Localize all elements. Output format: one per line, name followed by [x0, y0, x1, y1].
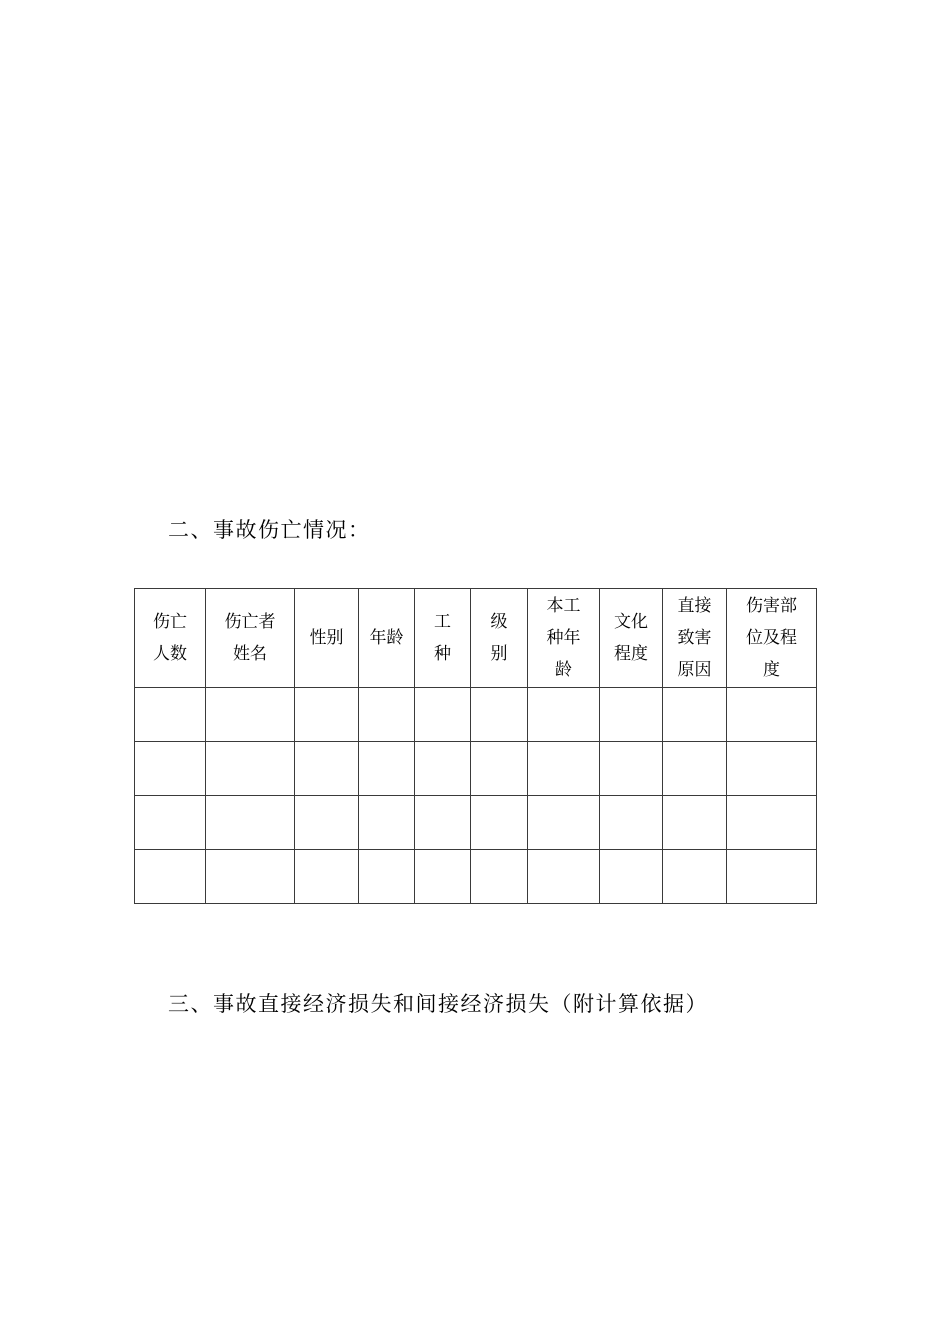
- table-cell[interactable]: [600, 850, 663, 904]
- table-cell[interactable]: [600, 688, 663, 742]
- table-cell[interactable]: [135, 688, 206, 742]
- header-cell-education: 文化 程度: [600, 589, 663, 688]
- table-cell[interactable]: [471, 742, 528, 796]
- table-cell[interactable]: [135, 742, 206, 796]
- table-cell[interactable]: [206, 742, 295, 796]
- table-cell[interactable]: [471, 850, 528, 904]
- table-cell[interactable]: [359, 688, 415, 742]
- header-cell-job-type: 工 种: [415, 589, 471, 688]
- table-cell[interactable]: [415, 742, 471, 796]
- table-cell[interactable]: [663, 850, 727, 904]
- casualty-table: [134, 588, 817, 904]
- header-cell-grade: 级 别: [471, 589, 528, 688]
- table-cell[interactable]: [600, 796, 663, 850]
- table-row: [135, 796, 817, 850]
- table-row: [135, 688, 817, 742]
- section-heading-casualties: 二、事故伤亡情况：: [168, 518, 371, 542]
- header-cell-casualty-count: 伤亡 人数: [135, 589, 206, 688]
- table-cell[interactable]: [415, 688, 471, 742]
- table-cell[interactable]: [206, 796, 295, 850]
- table-cell[interactable]: [295, 688, 359, 742]
- table-cell[interactable]: [295, 850, 359, 904]
- table-cell[interactable]: [528, 796, 600, 850]
- table-cell[interactable]: [528, 850, 600, 904]
- table-cell[interactable]: [206, 688, 295, 742]
- table-cell[interactable]: [135, 850, 206, 904]
- table-cell[interactable]: [663, 796, 727, 850]
- table-cell[interactable]: [295, 796, 359, 850]
- table-cell[interactable]: [359, 796, 415, 850]
- header-cell-age: 年龄: [359, 589, 415, 688]
- table-cell[interactable]: [415, 850, 471, 904]
- table-cell[interactable]: [295, 742, 359, 796]
- table-cell[interactable]: [727, 688, 817, 742]
- table-cell[interactable]: [528, 688, 600, 742]
- header-cell-injury-site-degree: 伤害部 位及程 度: [727, 589, 817, 688]
- table-cell[interactable]: [663, 688, 727, 742]
- table-cell[interactable]: [359, 850, 415, 904]
- table-cell[interactable]: [471, 688, 528, 742]
- table-header-row: [135, 589, 817, 688]
- table-cell[interactable]: [471, 796, 528, 850]
- header-cell-gender: 性别: [295, 589, 359, 688]
- table-row: [135, 850, 817, 904]
- table-cell[interactable]: [600, 742, 663, 796]
- table-row: [135, 742, 817, 796]
- section-heading-economic-loss: 三、事故直接经济损失和间接经济损失（附计算依据）: [168, 992, 708, 1016]
- table-cell[interactable]: [206, 850, 295, 904]
- header-cell-job-years: 本工 种年 龄: [528, 589, 600, 688]
- table-cell[interactable]: [135, 796, 206, 850]
- table-cell[interactable]: [727, 742, 817, 796]
- table-cell[interactable]: [727, 796, 817, 850]
- table-cell[interactable]: [727, 850, 817, 904]
- header-cell-direct-cause: 直接 致害 原因: [663, 589, 727, 688]
- table-cell[interactable]: [415, 796, 471, 850]
- header-cell-casualty-name: 伤亡者 姓名: [206, 589, 295, 688]
- table-cell[interactable]: [663, 742, 727, 796]
- table-cell[interactable]: [359, 742, 415, 796]
- table-cell[interactable]: [528, 742, 600, 796]
